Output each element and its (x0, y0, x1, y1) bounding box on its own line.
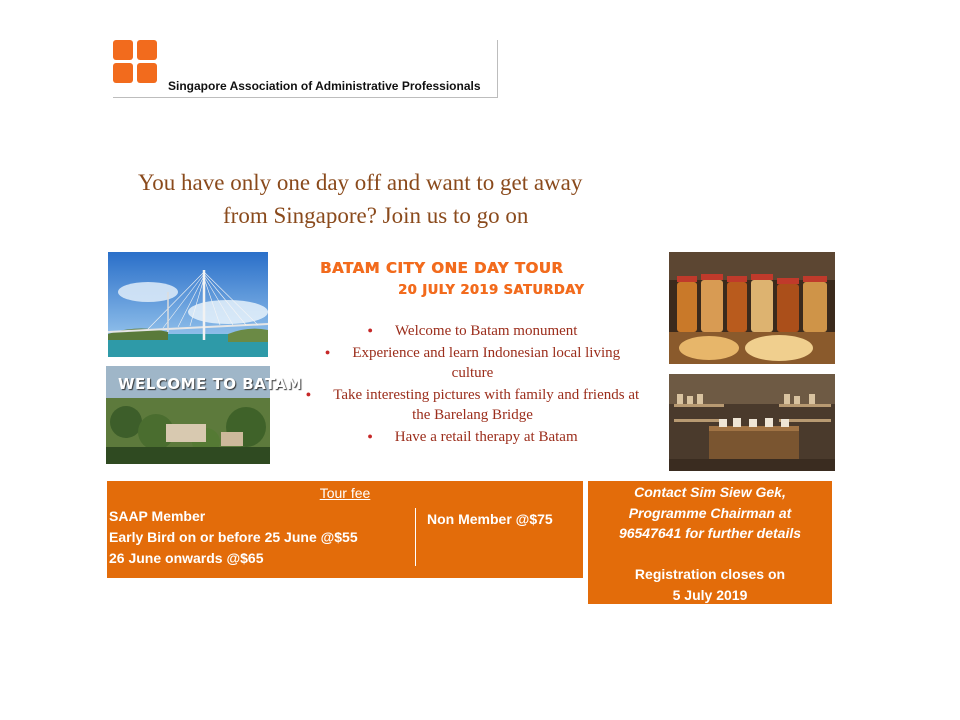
organization-name: Singapore Association of Administrative Professionals (168, 79, 481, 93)
bullet-icon: ● (305, 389, 312, 399)
registration-date: 5 July 2019 (672, 586, 748, 603)
member-pricing (109, 506, 358, 569)
registration-deadline (588, 564, 832, 605)
headline-line-2: from Singapore? Join us to go on (223, 203, 529, 228)
organization-logo (113, 40, 496, 98)
registration-label: Registration closes on (634, 566, 786, 582)
fee-title: Tour fee (319, 485, 371, 501)
regular-price: 26 June onwards @$65 (109, 550, 264, 566)
tour-date: 20 JULY 2019 SATURDAY (398, 283, 585, 298)
highlights-list (285, 320, 660, 448)
fee-divider (415, 508, 416, 566)
sign-text: WELCOME TO BATAM (118, 375, 303, 393)
contact-line: Programme Chairman at (628, 504, 792, 521)
list-item: ● Experience and learn Indonesian local living culture (324, 345, 621, 381)
logo-square-icon (113, 63, 133, 83)
logo-divider (113, 97, 497, 98)
shop-photo (669, 374, 835, 471)
logo-divider (497, 40, 498, 98)
non-member-price: Non Member @$75 (427, 511, 553, 527)
contact-panel (588, 481, 832, 604)
tour-fee-panel (107, 481, 583, 578)
bullet-icon: ● (324, 347, 331, 357)
list-item: ● Have a retail therapy at Batam (367, 429, 578, 445)
bridge-photo (108, 252, 268, 357)
tour-title: BATAM CITY ONE DAY TOUR (320, 259, 564, 277)
logo-square-icon (113, 40, 133, 60)
contact-line: Contact Sim Siew Gek, (634, 484, 786, 500)
logo-square-icon (137, 63, 157, 83)
contact-info (588, 482, 832, 544)
bullet-icon: ● (367, 431, 373, 441)
bullet-icon: ● (367, 325, 373, 335)
member-label: SAAP Member (109, 508, 206, 524)
list-item: ● Take interesting pictures with family and friends at the Barelang Bridge (305, 387, 640, 423)
welcome-sign-photo (96, 362, 303, 468)
list-item: ● Welcome to Batam monument (367, 323, 578, 339)
snacks-photo (669, 252, 835, 364)
logo-square-icon (137, 40, 157, 60)
headline-line-1: You have only one day off and want to get away (138, 170, 583, 195)
contact-line: 96547641 for further details (618, 525, 802, 541)
early-bird-price: Early Bird on or before 25 June @$55 (109, 529, 358, 545)
